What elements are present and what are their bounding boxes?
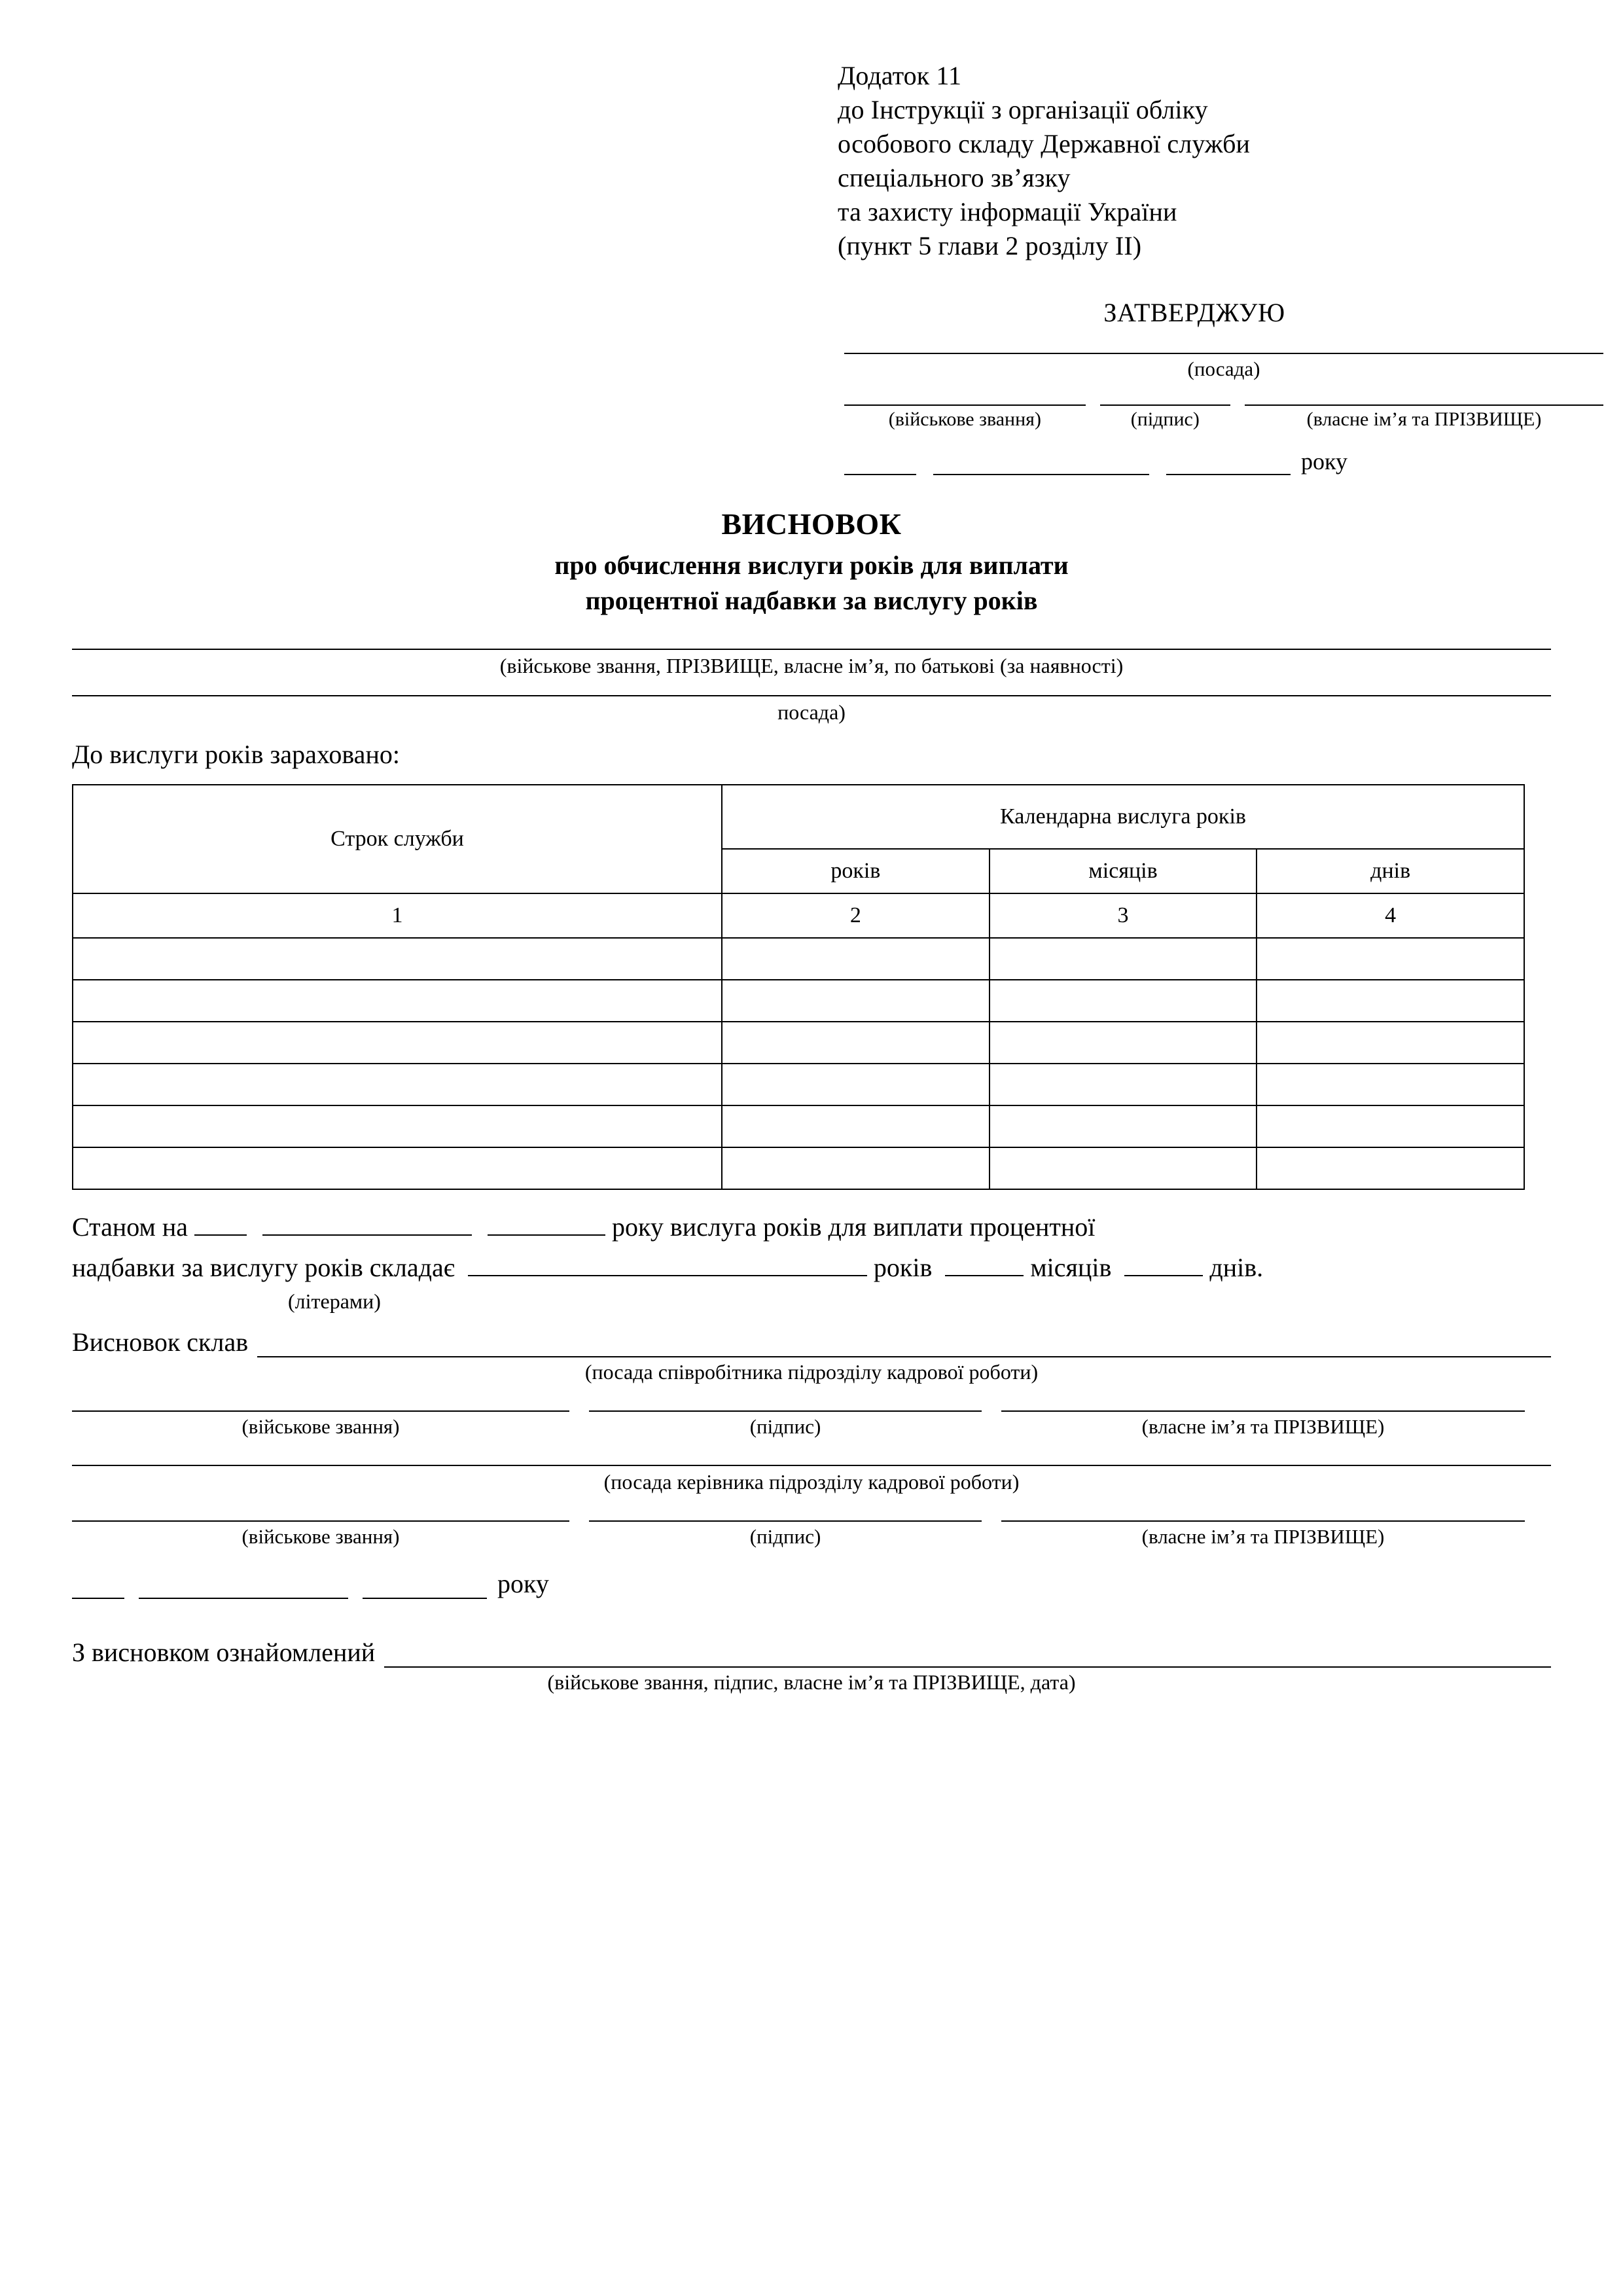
statement-months-blank[interactable] — [1124, 1275, 1203, 1276]
service-years-table — [72, 784, 1525, 1190]
statement-years-blank[interactable] — [945, 1275, 1024, 1276]
person-name-line[interactable] — [72, 649, 1551, 650]
head-name-field[interactable] — [1001, 1520, 1525, 1549]
compiled-signature-row — [72, 1410, 1551, 1439]
page-subtitle-line2: процентної надбавки за вислугу років — [585, 586, 1038, 615]
cell-days[interactable] — [1257, 938, 1524, 980]
appendix-line-6: (пункт 5 глави 2 розділу II) — [838, 231, 1142, 260]
approval-sign-field[interactable] — [1100, 404, 1230, 406]
acknowledged-row — [72, 1637, 1551, 1668]
statement-p1: Станом на — [72, 1212, 188, 1242]
cell-service[interactable] — [73, 1064, 722, 1105]
head-year-word: року — [497, 1569, 549, 1598]
head-signature-row — [72, 1520, 1551, 1549]
approval-sign-caption: (підпис) — [1130, 408, 1200, 430]
head-year-blank[interactable] — [363, 1578, 487, 1599]
person-position-caption: посада) — [777, 700, 846, 724]
cell-service[interactable] — [73, 938, 722, 980]
credited-label: До вислуги років зараховано: — [72, 740, 400, 769]
approval-month-blank[interactable] — [933, 454, 1149, 475]
head-rank-caption: (військове звання) — [241, 1525, 400, 1548]
appendix-line-4: спеціального зв’язку — [838, 163, 1071, 192]
page-title: ВИСНОВОК — [721, 507, 902, 541]
compiled-name-line[interactable] — [1001, 1410, 1525, 1412]
approval-day-blank[interactable] — [844, 454, 916, 475]
statement-letters-blank[interactable] — [468, 1275, 867, 1276]
compiled-by-line[interactable] — [257, 1334, 1551, 1357]
table-header-row-1 — [73, 785, 1524, 849]
td-num-2: 2 — [722, 893, 990, 938]
table-row[interactable] — [73, 1105, 1524, 1147]
approval-name-field[interactable] — [1245, 404, 1603, 406]
approval-rank-line[interactable] — [844, 404, 1086, 406]
approval-name-line[interactable] — [1245, 404, 1603, 406]
statement-year-blank[interactable] — [488, 1234, 605, 1236]
acknowledged-line[interactable] — [384, 1644, 1551, 1668]
cell-days[interactable] — [1257, 980, 1524, 1022]
compiled-sign-caption: (підпис) — [749, 1415, 821, 1438]
appendix-line-2: до Інструкції з організації обліку — [838, 95, 1208, 124]
cell-days[interactable] — [1257, 1022, 1524, 1064]
approval-year-blank[interactable] — [1166, 454, 1291, 475]
acknowledged-caption: (військове звання, підпис, власне ім’я та ПРІЗВИЩЕ, дата) — [547, 1670, 1076, 1694]
head-rank-field[interactable] — [72, 1520, 569, 1549]
td-num-1: 1 — [73, 893, 722, 938]
cell-years[interactable] — [722, 1022, 990, 1064]
page-subtitle-line1: про обчислення вислуги років для виплати — [554, 550, 1069, 580]
th-months: місяців — [990, 849, 1257, 893]
compiled-rank-line[interactable] — [72, 1410, 569, 1412]
cell-years[interactable] — [722, 1147, 990, 1189]
compiled-by-caption: (посада співробітника підрозділу кадрової роботи) — [584, 1360, 1039, 1384]
cell-days[interactable] — [1257, 1105, 1524, 1147]
head-sign-line[interactable] — [589, 1520, 982, 1522]
head-month-blank[interactable] — [139, 1578, 348, 1599]
approval-position-caption: (посада) — [1187, 357, 1260, 380]
cell-months[interactable] — [990, 1022, 1257, 1064]
head-sign-caption: (підпис) — [749, 1525, 821, 1548]
table-row[interactable] — [73, 1147, 1524, 1189]
head-rank-line[interactable] — [72, 1520, 569, 1522]
approval-signature-block — [844, 353, 1603, 475]
table-row[interactable] — [73, 938, 1524, 980]
table-number-row — [73, 893, 1524, 938]
table-row[interactable] — [73, 980, 1524, 1022]
appendix-line-3: особового складу Державної служби — [838, 129, 1251, 158]
cell-years[interactable] — [722, 1064, 990, 1105]
head-position-caption: (посада керівника підрозділу кадрової роботи) — [603, 1470, 1020, 1494]
cell-days[interactable] — [1257, 1147, 1524, 1189]
statement-month-blank[interactable] — [262, 1234, 472, 1236]
cell-months[interactable] — [990, 1064, 1257, 1105]
th-years: років — [722, 849, 990, 893]
statement-p5: місяців — [1030, 1253, 1112, 1282]
approval-rank-caption: (військове звання) — [888, 408, 1041, 430]
cell-months[interactable] — [990, 1147, 1257, 1189]
statement-p6: днів. — [1209, 1253, 1264, 1282]
statement-paragraph — [72, 1207, 1551, 1288]
cell-months[interactable] — [990, 938, 1257, 980]
cell-years[interactable] — [722, 1105, 990, 1147]
approval-position-line[interactable] — [844, 353, 1603, 354]
compiled-sign-field[interactable] — [589, 1410, 982, 1439]
appendix-line-1: Додаток 11 — [838, 61, 962, 90]
head-sign-field[interactable] — [589, 1520, 982, 1549]
compiled-sign-line[interactable] — [589, 1410, 982, 1412]
appendix-reference — [838, 59, 1551, 263]
table-row[interactable] — [73, 1064, 1524, 1105]
statement-day-blank[interactable] — [194, 1234, 247, 1236]
appendix-line-5: та захисту інформації України — [838, 197, 1177, 226]
cell-months[interactable] — [990, 980, 1257, 1022]
head-name-line[interactable] — [1001, 1520, 1525, 1522]
statement-p3: надбавки за вислугу років складає — [72, 1253, 455, 1282]
cell-service[interactable] — [73, 980, 722, 1022]
cell-days[interactable] — [1257, 1064, 1524, 1105]
approval-name-caption: (власне ім’я та ПРІЗВИЩЕ) — [1306, 408, 1542, 430]
cell-years[interactable] — [722, 938, 990, 980]
cell-years[interactable] — [722, 980, 990, 1022]
approval-captions-row — [844, 408, 1603, 431]
td-num-3: 3 — [990, 893, 1257, 938]
th-calendar-group: Календарна вислуга років — [722, 785, 1524, 849]
approval-signature-row — [844, 404, 1603, 406]
cell-service[interactable] — [73, 1147, 722, 1189]
approval-rank-field[interactable] — [844, 404, 1086, 406]
th-service-term: Строк служби — [73, 785, 722, 893]
statement-p4: років — [873, 1253, 933, 1282]
head-name-caption: (власне ім’я та ПРІЗВИЩЕ) — [1141, 1525, 1385, 1548]
td-num-4: 4 — [1257, 893, 1524, 938]
head-day-blank[interactable] — [72, 1578, 124, 1599]
head-position-line[interactable] — [72, 1465, 1551, 1466]
compiled-rank-field[interactable] — [72, 1410, 569, 1439]
approval-year-word: року — [1301, 448, 1347, 475]
compiled-by-row — [72, 1327, 1551, 1357]
cell-service[interactable] — [73, 1022, 722, 1064]
table-row[interactable] — [73, 1022, 1524, 1064]
compiled-name-caption: (власне ім’я та ПРІЗВИЩЕ) — [1141, 1415, 1385, 1438]
compiled-rank-caption: (військове звання) — [241, 1415, 400, 1438]
approve-label: ЗАТВЕРДЖУЮ — [1103, 298, 1285, 327]
approval-date-row — [844, 448, 1603, 475]
th-days: днів — [1257, 849, 1524, 893]
cell-service[interactable] — [73, 1105, 722, 1147]
person-position-line[interactable] — [72, 695, 1551, 696]
person-name-caption: (військове звання, ПРІЗВИЩЕ, власне ім’я, по батькові (за наявності) — [499, 654, 1124, 677]
acknowledged-label: З висновком ознайомлений — [72, 1638, 376, 1667]
approval-sign-line[interactable] — [1100, 404, 1230, 406]
compiled-by-label: Висновок склав — [72, 1327, 249, 1357]
letters-caption: (літерами) — [288, 1289, 381, 1313]
cell-months[interactable] — [990, 1105, 1257, 1147]
compiled-name-field[interactable] — [1001, 1410, 1525, 1439]
statement-p2: року вислуга років для виплати процентної — [612, 1212, 1096, 1242]
head-date-row — [72, 1568, 1551, 1599]
